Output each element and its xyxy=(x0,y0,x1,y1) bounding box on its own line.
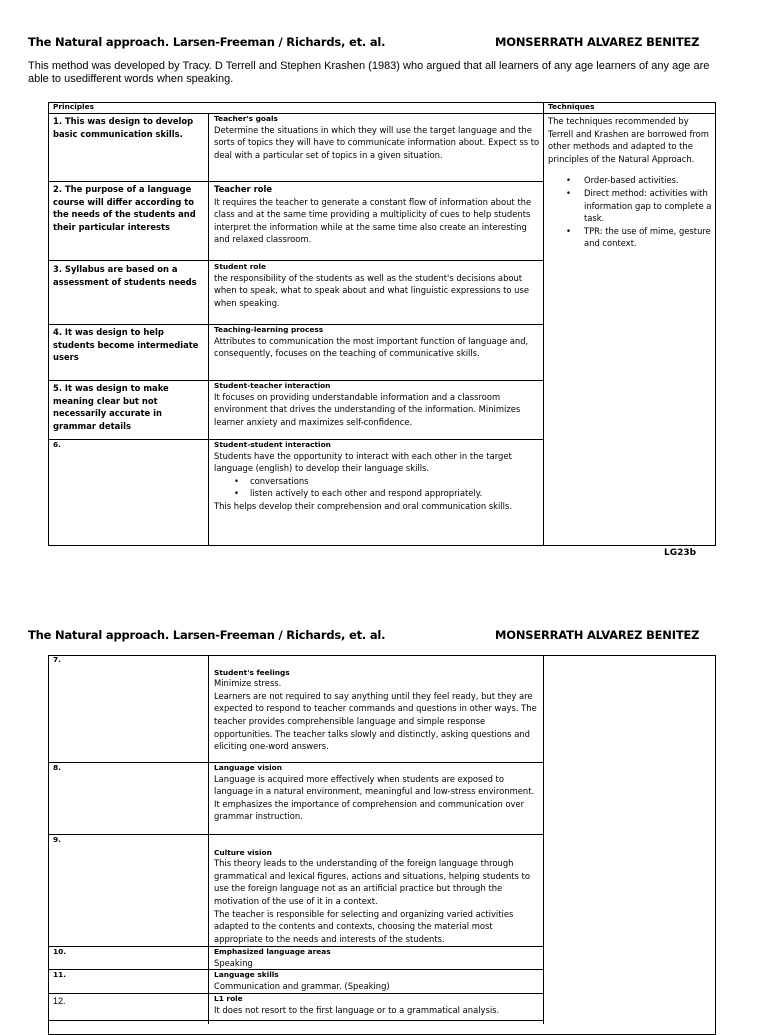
technique-item: • Order-based activities. xyxy=(548,174,713,187)
row-body: Minimize stress. Learners are not required to say anything until they feel ready, but they are expected to respond to teacher commands and questions in other ways. The teacher provides comprehensible language and simple response opportunities. The teacher talks slowly and distinctly, asking questions and eliciting one-word answers. xyxy=(214,678,537,752)
principle-7: 7. xyxy=(53,656,61,664)
row-body: This theory leads to the understanding of the foreign language through grammatical and lexical figures, actions and situations, helping students to use the foreign language not as an artificial practice but through the motivation of the use of it in a context. The teacher is responsible for selecting and organizing varied activities adapted to the contents and contexts, choosing the material most appropriate to the needs and interests of the students. xyxy=(214,858,530,944)
row-heading: Language skills xyxy=(214,971,279,979)
list-item: • listen actively to each other and respond appropriately. xyxy=(214,487,540,500)
row-heading: Student's feelings xyxy=(214,667,290,677)
principle-12: 12. xyxy=(53,996,66,1006)
row-body: Determine the situations in which they will use the target language and the sorts of topics they will have to communicate information about. Expect ss to deal with a particular set of topics in a given situation. xyxy=(214,124,540,160)
row-body: It does not resort to the first language or to a grammatical analysis. xyxy=(214,1004,500,1015)
technique-item: • TPR: the use of mime, gesture and context. xyxy=(548,225,713,250)
row-heading: Student-student interaction xyxy=(214,441,331,449)
row-heading: Emphasized language areas xyxy=(214,948,331,956)
intro-paragraph: This method was developed by Tracy. D Terrell and Stephen Krashen (1983) who argued that all learners of any age learners of any age are able to usedifferent words when speaking. xyxy=(28,60,710,85)
row-body: Communication and grammar. (Speaking) xyxy=(214,980,390,991)
principle-10: 10. xyxy=(53,948,67,956)
principle-8: 8. xyxy=(53,764,61,772)
row-heading: Student-teacher interaction xyxy=(214,382,331,390)
techniques-intro: The techniques recommended by Terrell and Krashen are borrowed from other methods and adapted to the principles of the Natural Approach. xyxy=(548,116,709,164)
principle-6: 6. xyxy=(53,441,61,449)
page-code: LG23b xyxy=(664,548,697,558)
row-body: It requires the teacher to generate a constant flow of information about the class and at the same time providing a multiplicity of cues to help students interpret the information while at the same time also create an interesting and relaxed classroom. xyxy=(214,196,532,245)
principle-3: 3. Syllabus are based on a assessment of students needs xyxy=(53,264,197,287)
principle-9: 9. xyxy=(53,836,61,844)
row-heading: L1 role xyxy=(214,995,243,1003)
row-heading: Language vision xyxy=(214,764,282,772)
document-title: The Natural approach. Larsen-Freeman / Richards, et. al. xyxy=(28,35,386,49)
row-body: It focuses on providing understandable information and a classroom environment that drives the understanding of the information. Minimizes learner anxiety and maximizes self-confidence. xyxy=(214,391,521,427)
author-name-page2: MONSERRATH ALVAREZ BENITEZ xyxy=(495,628,700,642)
row-footer: This helps develop their comprehension and oral communication skills. xyxy=(214,500,513,511)
principle-1: 1. This was design to develop basic communication skills. xyxy=(53,116,194,139)
technique-item: • Direct method: activities with information gap to complete a task. xyxy=(548,187,713,225)
row-body: the responsibility of the students as well as the student's decisions about when to speak, what to speak about and what linguistic expressions to use when speaking. xyxy=(214,272,529,308)
row-heading: Teaching-learning process xyxy=(214,326,324,334)
row-body: Language is acquired more effectively when students are exposed to language in a natural environment, meaningful and low-stress environment. It emphasizes the importance of comprehension and communication over grammar instruction. xyxy=(214,773,535,822)
principle-2: 2. The purpose of a language course will differ according to the needs of the students and their particular interests xyxy=(53,184,196,232)
row-heading: Student role xyxy=(214,263,267,271)
principles-header: Principles xyxy=(53,103,95,111)
row-heading: Teacher's goals xyxy=(214,115,278,123)
document-title-page2: The Natural approach. Larsen-Freeman / Richards, et. al. xyxy=(28,628,386,642)
row-body: Attributes to communication the most important function of language and, consequently, focuses on the teaching of communicative skills. xyxy=(214,335,529,359)
techniques-header: Techniques xyxy=(548,103,595,111)
row-heading: Teacher role xyxy=(214,184,273,194)
list-item: • conversations xyxy=(214,475,540,488)
row-body: Students have the opportunity to interact with each other in the target language (english) to develop their language skills. xyxy=(214,450,512,474)
principle-11: 11. xyxy=(53,971,67,979)
row-heading: Culture vision xyxy=(214,847,272,857)
row-body: Speaking xyxy=(214,957,253,968)
interaction-list xyxy=(214,475,540,500)
principle-5: 5. It was design to make meaning clear but not necessarily accurate in grammar details xyxy=(53,383,169,431)
techniques-list xyxy=(548,174,713,250)
principle-4: 4. It was design to help students become intermediate users xyxy=(53,327,199,363)
author-name: MONSERRATH ALVAREZ BENITEZ xyxy=(495,35,700,49)
